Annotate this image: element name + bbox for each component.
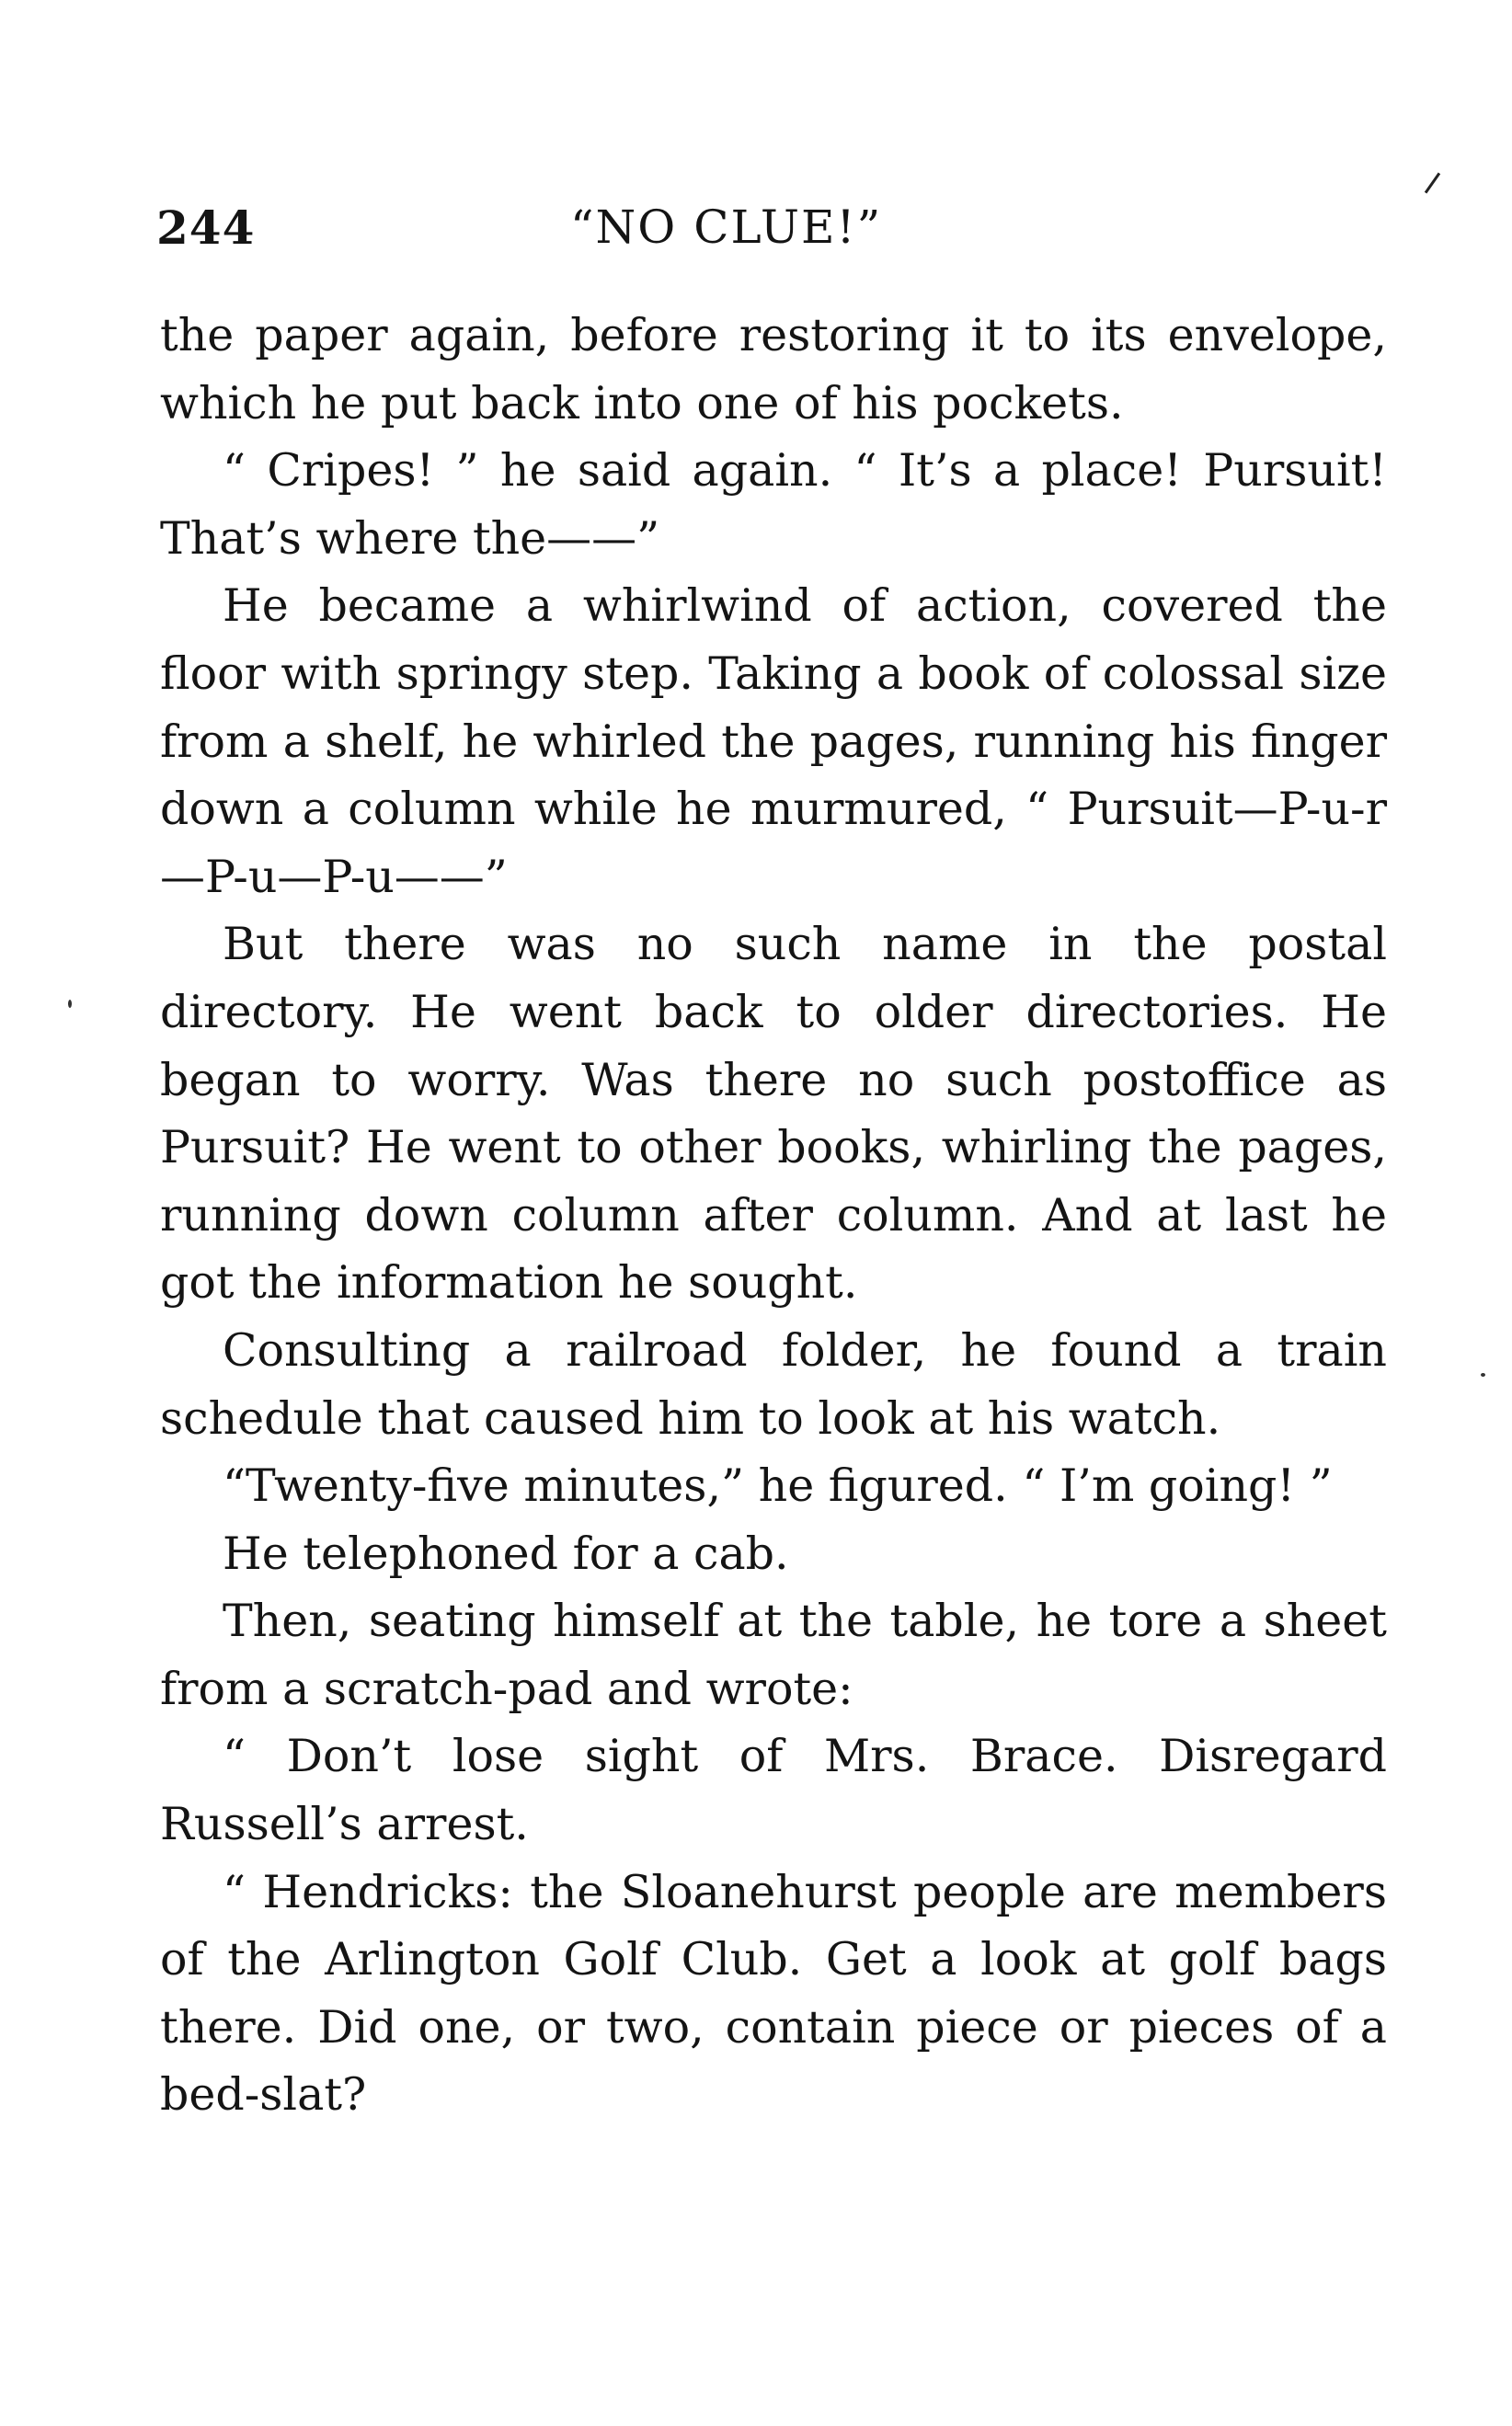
page-number: 244 xyxy=(156,200,256,255)
paragraph: He became a whirlwind of action, covered the floor with springy step. Taking a book of colossal size from a shelf, he whirled the pages, running his finger down a column while he murmured, “ Pursuit—P-u-r—P-u—P-u——” xyxy=(160,579,1387,903)
print-speck xyxy=(1481,1373,1485,1377)
margin-mark xyxy=(1425,172,1440,193)
paragraph: “ Don’t lose sight of Mrs. Brace. Disregard Russell’s arrest. xyxy=(160,1730,1387,1851)
paragraph: “Twenty-five minutes,” he figured. “ I’m going! ” xyxy=(223,1459,1333,1513)
paragraph: “ Cripes! ” he said again. “ It’s a place! Pursuit! That’s where the——” xyxy=(160,444,1387,565)
print-speck xyxy=(68,1000,72,1008)
page-header xyxy=(156,200,1398,265)
paragraph: “ Hendricks: the Sloanehurst people are members of the Arlington Golf Club. Get a look at golf bags there. Did one, or two, contain piece or pieces of a bed-slat? xyxy=(160,1865,1387,2122)
paragraph: He telephoned for a cab. xyxy=(223,1527,789,1580)
paragraph: Then, seating himself at the table, he tore a sheet from a scratch-pad and wrote: xyxy=(160,1595,1387,1715)
paragraph-continued: the paper again, before restoring it to its envelope, which he put back into one of his pockets. xyxy=(160,309,1387,429)
paragraph: But there was no such name in the postal directory. He went back to older directories. He began to worry. Was there no such postoffice as Pursuit? He went to other books, whirling the pages, running down column after column. And at last he got the information he sought. xyxy=(160,918,1387,1310)
paragraph: Consulting a railroad folder, he found a train schedule that caused him to look at his watch. xyxy=(160,1323,1387,1445)
running-title: “NO CLUE!” xyxy=(570,200,883,254)
body-text xyxy=(160,302,1387,2129)
